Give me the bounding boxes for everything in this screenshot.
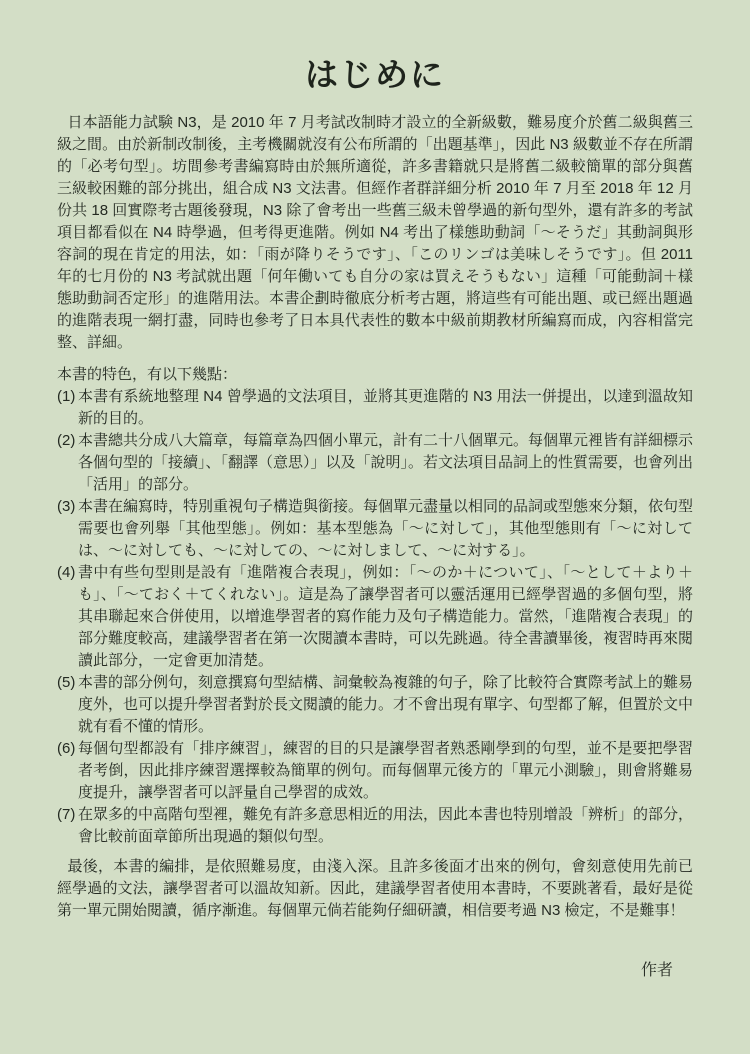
- feature-item-4: [57, 562, 693, 672]
- feature-text: 書中有些句型則是設有「進階複合表現」，例如：「〜のか＋について」、「〜として＋より＋も」、「〜ておく＋てくれない」。這是為了讓學習者可以靈活運用已經學習過的多個句型，將其串聯起來合併使用，以增進學習者的寫作能力及句子構造能力。當然，「進階複合表現」的部分難度較高，建議學習者在第一次閱讀本書時，可以先跳過。待全書讀畢後，複習時再來閱讀此部分，一定會更加清楚。: [78, 564, 694, 669]
- feature-text: 本書在編寫時，特別重視句子構造與銜接。每個單元盡量以相同的品詞或型態來分類，依句型需要也會列舉「其他型態」。例如：基本型態為「〜に対して」，其他型態則有「〜に対しては、〜に対しても、〜に対しての、〜に対しまして、〜に対する」。: [78, 498, 694, 559]
- feature-text: 本書有系統地整理 N4 曾學過的文法項目，並將其更進階的 N3 用法一併提出，以達到溫故知新的目的。: [78, 388, 693, 427]
- feature-number: (5): [57, 674, 76, 691]
- feature-item-2: [57, 430, 693, 496]
- intro-paragraph: 日本語能力試験 N3，是 2010 年 7 月考試改制時才設立的全新級數，難易度介於舊二級與舊三級之間。由於新制改制後，主考機關就沒有公布所謂的「出題基準」，因此 N3 級數並不存在所謂的「必考句型」。坊間參考書編寫時由於無所適從，許多書籍就只是將舊二級較簡單的部分與舊三級較困難的部分挑出，組合成 N3 文法書。但經作者群詳細分析 2010 年 7 月至 2018 年 12 月份共 18 回實際考古題後發現，N3 除了會考出一些舊三級未曾學過的新句型外，還有許多的考試項目都看似在 N4 時學過，但考得更進階。例如 N4 考出了樣態助動詞「〜そうだ」其動詞與形容詞的現在肯定的用法，如：「雨が降りそうです」、「このリンゴは美味しそうです」。但 2011 年的七月份的 N3 考試就出題「何年働いても自分の家は買えそうもない」這種「可能動詞＋樣態助動詞否定形」的進階用法。本書企劃時徹底分析考古題，將這些有可能出題、或已經出題過的進階表現一網打盡，同時也參考了日本具代表性的數本中級前期教材所編寫而成，內容相當完整、詳細。: [57, 114, 693, 351]
- feature-item-7: [57, 804, 693, 848]
- feature-text: 本書總共分成八大篇章，每篇章為四個小單元，計有二十八個單元。每個單元裡皆有詳細標示各個句型的「接續」、「翻譯（意思）」以及「說明」。若文法項目品詞上的性質需要，也會列出「活用」的部分。: [78, 432, 694, 493]
- feature-text: 每個句型都設有「排序練習」，練習的目的只是讓學習者熟悉剛學到的句型，並不是要把學習者考倒，因此排序練習選擇較為簡單的例句。而每個單元後方的「單元小測驗」，則會將難易度提升，讓學習者可以評量自己學習的成效。: [78, 740, 693, 801]
- feature-text: 本書的部分例句，刻意撰寫句型結構、詞彙較為複雜的句子，除了比較符合實際考試上的難易度外，也可以提升學習者對於長文閱讀的能力。才不會出現有單字、句型都了解，但置於文中就有看不懂的情形。: [78, 674, 694, 735]
- feature-number: (4): [57, 564, 76, 581]
- author-signature: 作者: [640, 962, 673, 979]
- feature-item-3: [57, 496, 693, 562]
- feature-item-5: [57, 672, 693, 738]
- feature-number: (6): [57, 740, 76, 757]
- feature-item-6: [57, 738, 693, 804]
- features-heading: 本書的特色，有以下幾點：: [57, 366, 238, 383]
- feature-text: 在眾多的中高階句型裡，難免有許多意思相近的用法，因此本書也特別增設「辨析」的部分，會比較前面章節所出現過的類似句型。: [78, 806, 694, 845]
- feature-number: (1): [57, 388, 76, 405]
- feature-list: [57, 386, 693, 848]
- page-title: はじめに: [305, 58, 445, 94]
- preface-content: [0, 112, 750, 982]
- feature-number: (3): [57, 498, 76, 515]
- feature-item-1: [57, 386, 693, 430]
- closing-paragraph: 最後，本書的編排，是依照難易度，由淺入深。且許多後面才出來的例句，會刻意使用先前已經學過的文法，讓學習者可以溫故知新。因此，建議學習者使用本書時，不要跳著看，最好是從第一單元開始閱讀，循序漸進。每個單元倘若能夠仔細研讀，相信要考過 N3 檢定，不是難事！: [57, 858, 693, 919]
- feature-number: (2): [57, 432, 76, 449]
- feature-number: (7): [57, 806, 76, 823]
